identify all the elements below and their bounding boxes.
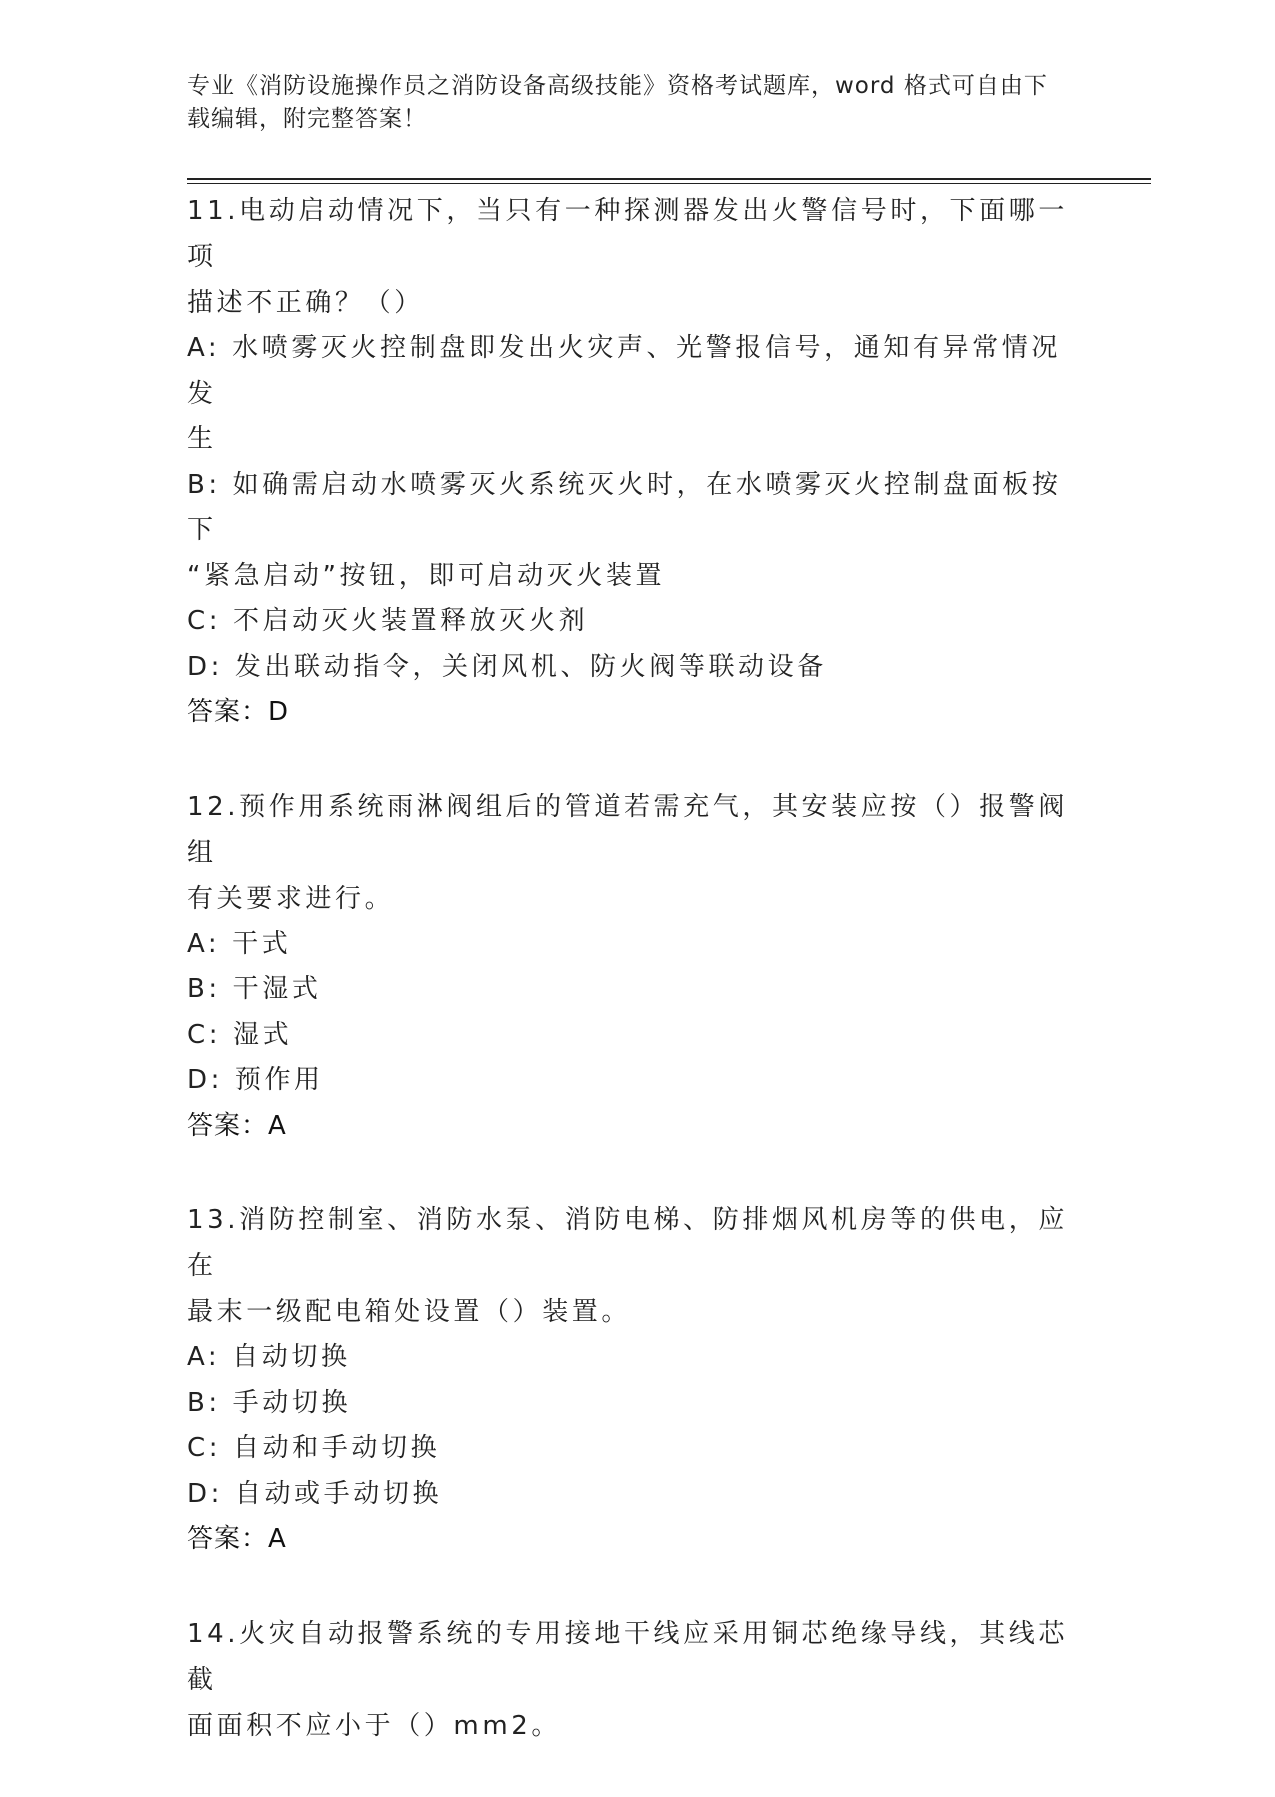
option-a: A: 自动切换 (187, 1342, 351, 1372)
option-d: D: 自动或手动切换 (187, 1478, 443, 1509)
option-b: B: 如确需启动水喷雾灭火系统灭火时，在水喷雾灭火控制盘面板按下 (187, 469, 1062, 545)
option-d: D: 发出联动指令，关闭风机、防火阀等联动设备 (187, 651, 827, 682)
answer: 答案：A (187, 1524, 287, 1554)
question-list (187, 188, 1077, 1797)
header-divider-thin (187, 183, 1151, 184)
option-c: C: 湿式 (187, 1019, 293, 1050)
header-line-2: 载编辑，附完整答案！ (187, 106, 427, 132)
question-stem-line: 11.电动启动情况下，当只有一种探测器发出火警信号时，下面哪一项 (187, 196, 1068, 272)
question-stem-line: 13.消防控制室、消防水泵、消防电梯、防排烟风机房等的供电，应在 (187, 1205, 1068, 1281)
question-stem-line: 描述不正确？（） (187, 288, 424, 318)
question-stem-line: 最末一级配电箱处设置（）装置。 (187, 1297, 632, 1327)
option-a: A: 干式 (187, 928, 292, 959)
option-b: B: 手动切换 (187, 1387, 352, 1418)
question-12 (187, 784, 1077, 1150)
question-stem-line: 面面积不应小于（）mm2。 (187, 1710, 561, 1741)
option-d: D: 预作用 (187, 1065, 324, 1095)
header-divider-thick (187, 178, 1151, 180)
option-b: B: 干湿式 (187, 974, 322, 1004)
question-stem-line: 14.火灾自动报警系统的专用接地干线应采用铜芯绝缘导线，其线芯截 (187, 1618, 1068, 1695)
question-14 (187, 1611, 1077, 1749)
option-a-continued: 生 (187, 424, 217, 454)
question-stem-line: 有关要求进行。 (187, 883, 395, 914)
answer: 答案：A (187, 1110, 287, 1141)
question-11 (187, 188, 1077, 736)
option-b-continued: “紧急启动”按钮，即可启动灭火装置 (187, 560, 666, 591)
option-a: A: 水喷雾灭火控制盘即发出火灾声、光警报信号，通知有异常情况发 (187, 333, 1061, 409)
answer: 答案：D (187, 697, 290, 727)
document-header (187, 70, 1067, 136)
option-c: C: 不启动灭火装置释放灭火剂 (187, 606, 589, 636)
question-stem-line: 12.预作用系统雨淋阀组后的管道若需充气，其安装应按（）报警阀组 (187, 791, 1068, 868)
option-c: C: 自动和手动切换 (187, 1433, 441, 1463)
header-line-1: 专业《消防设施操作员之消防设备高级技能》资格考试题库，word 格式可自由下 (187, 73, 1048, 99)
question-13 (187, 1197, 1077, 1563)
